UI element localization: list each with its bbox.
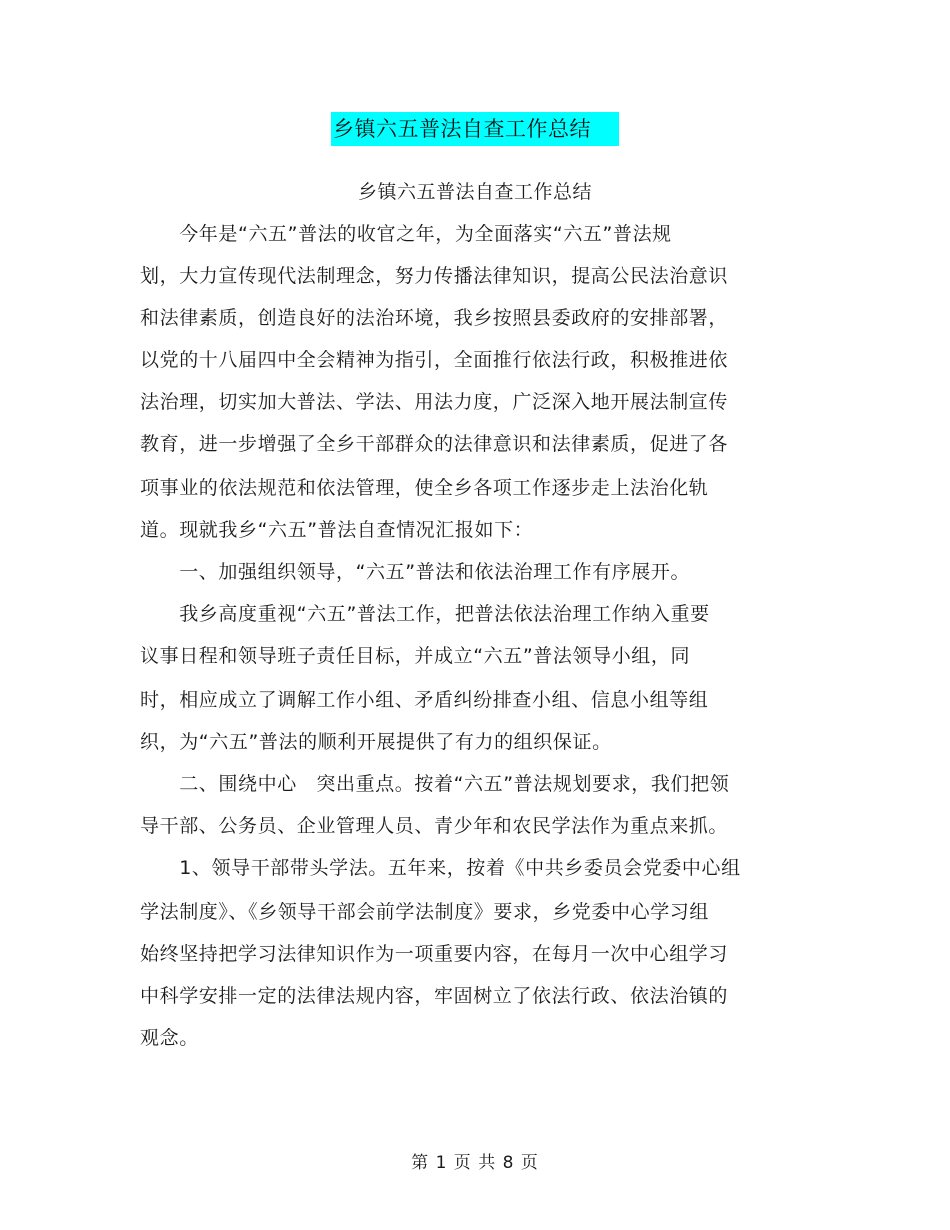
document-title: 乡镇六五普法自查工作总结 bbox=[331, 112, 619, 146]
body-line: 1、领导干部带头学法。五年来，按着《中共乡委员会党委中心组 bbox=[140, 857, 741, 879]
body-line: 学法制度》、《乡领导干部会前学法制度》要求，乡党委中心学习组 bbox=[140, 901, 710, 923]
section-heading: 二、围绕中心 突出重点。按着“六五”普法规划要求，我们把领 bbox=[140, 773, 730, 795]
body-line: 项事业的依法规范和依法管理，使全乡各项工作逐步走上法治化轨 bbox=[140, 477, 709, 499]
body-line: 法治理，切实加大普法、学法、用法力度，广泛深入地开展法制宣传 bbox=[140, 391, 729, 413]
body-line: 划，大力宣传现代法制理念，努力传播法律知识，提高公民法治意识 bbox=[140, 265, 729, 287]
body-line: 我乡高度重视“六五”普法工作，把普法依法治理工作纳入重要 bbox=[140, 603, 710, 625]
document-subtitle: 乡镇六五普法自查工作总结 bbox=[357, 181, 592, 203]
section-heading: 一、加强组织领导，“六五”普法和依法治理工作有序展开。 bbox=[140, 561, 691, 583]
body-line: 和法律素质，创造良好的法治环境，我乡按照县委政府的安排部署， bbox=[140, 307, 729, 329]
body-line: 以党的十八届四中全会精神为指引，全面推行依法行政，积极推进依 bbox=[140, 349, 729, 371]
body-line: 导干部、公务员、企业管理人员、青少年和农民学法作为重点来抓。 bbox=[140, 815, 729, 837]
body-line: 议事日程和领导班子责任目标，并成立“六五”普法领导小组，同 bbox=[140, 645, 691, 667]
body-line: 道。现就我乡“六五”普法自查情况汇报如下： bbox=[140, 519, 534, 541]
body-line: 中科学安排一定的法律法规内容，牢固树立了依法行政、依法治镇的 bbox=[140, 985, 729, 1007]
body-line: 时，相应成立了调解工作小组、矛盾纠纷排查小组、信息小组等组 bbox=[140, 689, 709, 711]
body-line: 始终坚持把学习法律知识作为一项重要内容，在每月一次中心组学习 bbox=[140, 943, 729, 965]
body-line: 观念。 bbox=[140, 1027, 199, 1049]
title-wrapper bbox=[0, 112, 950, 146]
body-line: 教育，进一步增强了全乡干部群众的法律意识和法律素质，促进了各 bbox=[140, 433, 729, 455]
body-line: 今年是“六五”普法的收官之年，为全面落实“六五”普法规 bbox=[140, 223, 672, 245]
page-footer: 第 1 页 共 8 页 bbox=[411, 1153, 539, 1173]
body-line: 织，为“六五”普法的顺利开展提供了有力的组织保证。 bbox=[140, 731, 612, 753]
